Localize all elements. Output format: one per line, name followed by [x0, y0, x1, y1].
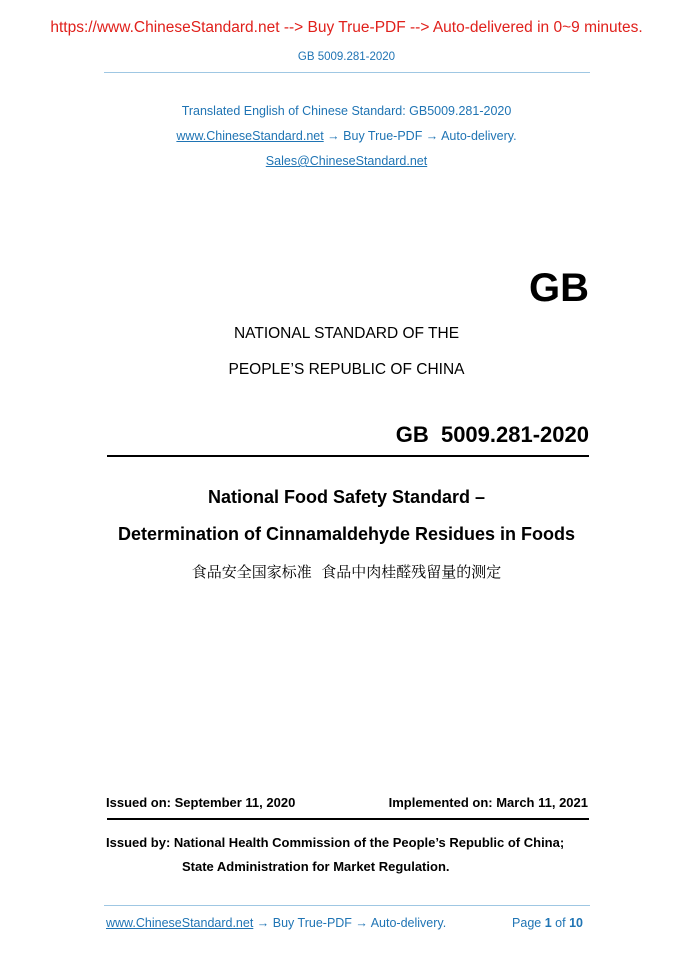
email-line — [0, 154, 693, 168]
translation-site-line — [0, 129, 693, 143]
translation-note: Translated English of Chinese Standard: GB5009.281-2020 — [181, 104, 512, 118]
chinese-title: 食品安全国家标准 食品中肉桂醛残留量的测定 — [191, 563, 502, 581]
top-banner[interactable]: https://www.ChineseStandard.net --> Buy True-PDF --> Auto-delivered in 0~9 minutes. — [50, 19, 643, 36]
standard-number: GB 5009.281-2020 — [395, 422, 589, 447]
title-line2: Determination of Cinnamaldehyde Residues in Foods — [117, 524, 576, 544]
issued-on: Issued on: September 11, 2020 — [106, 795, 296, 810]
site-link-suffix: → Buy True-PDF → Auto-delivery. — [323, 129, 517, 143]
footer-rule — [104, 905, 590, 906]
site-link[interactable]: www.ChineseStandard.net — [176, 129, 324, 143]
page-of: of — [555, 916, 566, 930]
email-link[interactable]: Sales@ChineseStandard.net — [265, 154, 428, 168]
page-total: 10 — [569, 916, 583, 930]
national-standard-line1: NATIONAL STANDARD OF THE — [233, 325, 460, 342]
issued-by-line1: Issued by: National Health Commission of the People’s Republic of China; — [106, 835, 565, 850]
footer-site-suffix: → Buy True-PDF → Auto-delivery. — [253, 916, 447, 930]
title-line1: National Food Safety Standard – — [207, 487, 486, 507]
issued-by-line2: State Administration for Market Regulation. — [182, 859, 450, 874]
header-doc-code: GB 5009.281-2020 — [297, 51, 396, 63]
footer-site-line — [106, 916, 446, 930]
dates-rule — [107, 818, 589, 820]
implemented-on: Implemented on: March 11, 2021 — [388, 795, 588, 810]
header-rule — [104, 72, 590, 73]
national-standard-line2: PEOPLE’S REPUBLIC OF CHINA — [228, 361, 465, 378]
title-rule — [107, 455, 589, 457]
page-indicator — [512, 916, 583, 930]
page-label: Page — [512, 916, 542, 930]
page-current: 1 — [544, 916, 552, 930]
gb-mark: GB — [529, 266, 589, 310]
footer-site-link[interactable]: www.ChineseStandard.net — [106, 916, 254, 930]
